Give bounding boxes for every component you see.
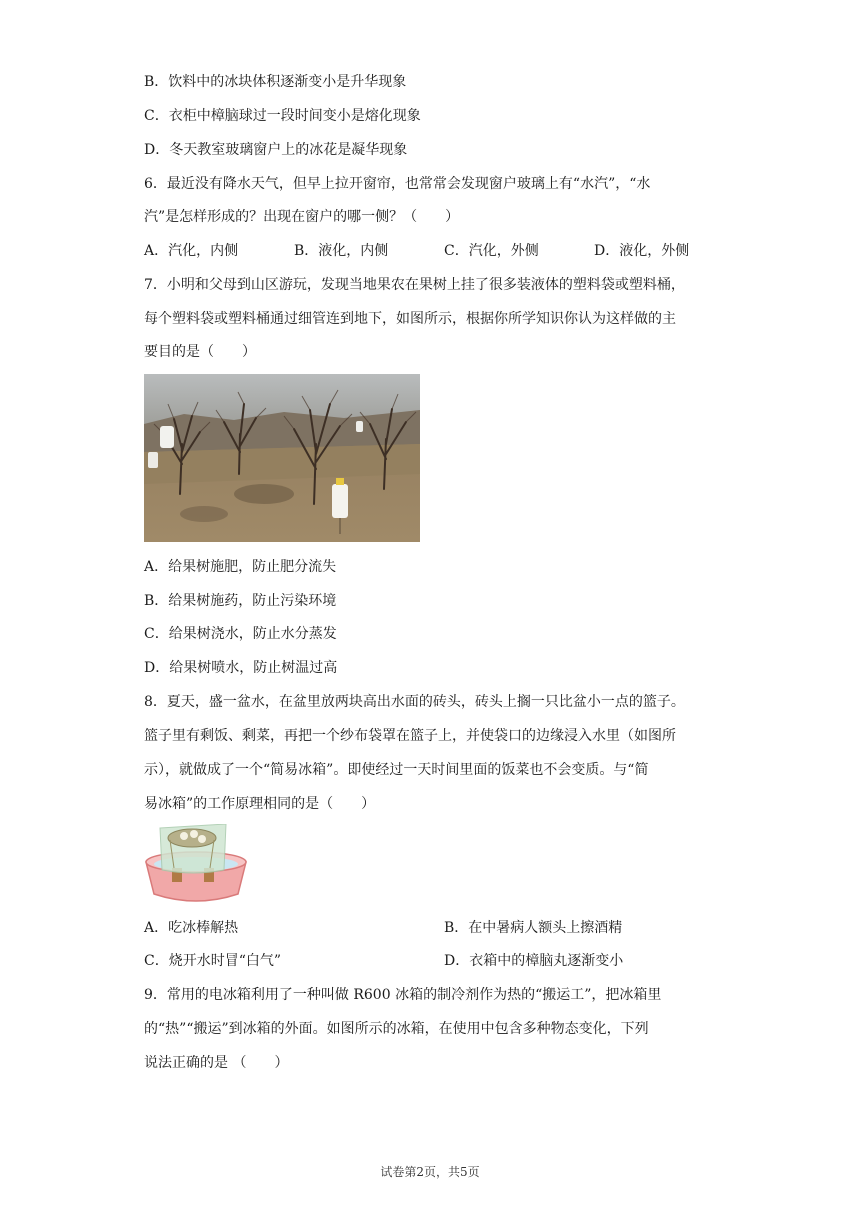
q7-stem-line1: 7．小明和父母到山区游玩，发现当地果农在果树上挂了很多装液体的塑料袋或塑料桶， — [144, 277, 685, 293]
q5-option-b: B．饮料中的冰块体积逐渐变小是升华现象 — [144, 74, 407, 90]
q8-option-a: A．吃冰棒解热 — [144, 920, 239, 936]
q5-option-d: D．冬天教室玻璃窗户上的冰花是凝华现象 — [144, 142, 408, 158]
orchard-photo — [144, 374, 420, 542]
q5-option-c: C．衣柜中樟脑球过一段时间变小是熔化现象 — [144, 108, 421, 124]
q6-option-c: C．汽化，外侧 — [444, 243, 539, 259]
q7-option-d: D．给果树喷水，防止树温过高 — [144, 660, 338, 676]
q9-stem-line3: 说法正确的是 （ ） — [144, 1055, 289, 1071]
q8-option-c: C．烧开水时冒“白气” — [144, 953, 282, 969]
q8-stem-line3: 示），就做成了一个“简易冰箱”。即使经过一天时间里面的饭菜也不会变质。与“简 — [144, 762, 649, 778]
page-footer: 试卷第2页，共5页 — [380, 1165, 480, 1179]
q8-stem-line4: 易冰箱”的工作原理相同的是（ ） — [144, 796, 376, 812]
q7-stem-line3: 要目的是（ ） — [144, 344, 256, 360]
q7-option-c: C．给果树浇水，防止水分蒸发 — [144, 626, 337, 642]
q8-stem-line2: 篮子里有剩饭、剩菜，再把一个纱布袋罩在篮子上，并使袋口的边缘浸入水里（如图所 — [144, 728, 676, 744]
q7-stem-line2: 每个塑料袋或塑料桶通过细管连到地下，如图所示，根据你所学知识你认为这样做的主 — [144, 311, 676, 327]
q9-stem-line2: 的“热”“搬运”到冰箱的外面。如图所示的冰箱，在使用中包含多种物态变化，下列 — [144, 1021, 649, 1037]
q6-option-a: A．汽化，内侧 — [144, 243, 239, 259]
q7-option-b: B．给果树施药，防止污染环境 — [144, 593, 337, 609]
q6-option-b: B．液化，内侧 — [294, 243, 389, 259]
q8-stem-line1: 8．夏天，盛一盆水，在盆里放两块高出水面的砖头，砖头上搁一只比盆小一点的篮子。 — [144, 694, 685, 710]
q9-stem-line1: 9．常用的电冰箱利用了一种叫做 R600 冰箱的制冷剂作为热的“搬运工”，把冰箱里 — [144, 987, 662, 1003]
q6-stem-line1: 6．最近没有降水天气，但早上拉开窗帘，也常常会发现窗户玻璃上有“水汽”，“水 — [144, 176, 651, 192]
simple-fridge-figure — [144, 824, 248, 906]
q7-option-a: A．给果树施肥，防止肥分流失 — [144, 559, 337, 575]
q8-option-b: B．在中暑病人额头上擦酒精 — [444, 920, 623, 936]
q6-option-d: D．液化，外侧 — [594, 243, 690, 259]
q8-option-d: D．衣箱中的樟脑丸逐渐变小 — [444, 953, 624, 969]
q6-stem-line2: 汽”是怎样形成的？出现在窗户的哪一侧？（ ） — [144, 209, 460, 225]
